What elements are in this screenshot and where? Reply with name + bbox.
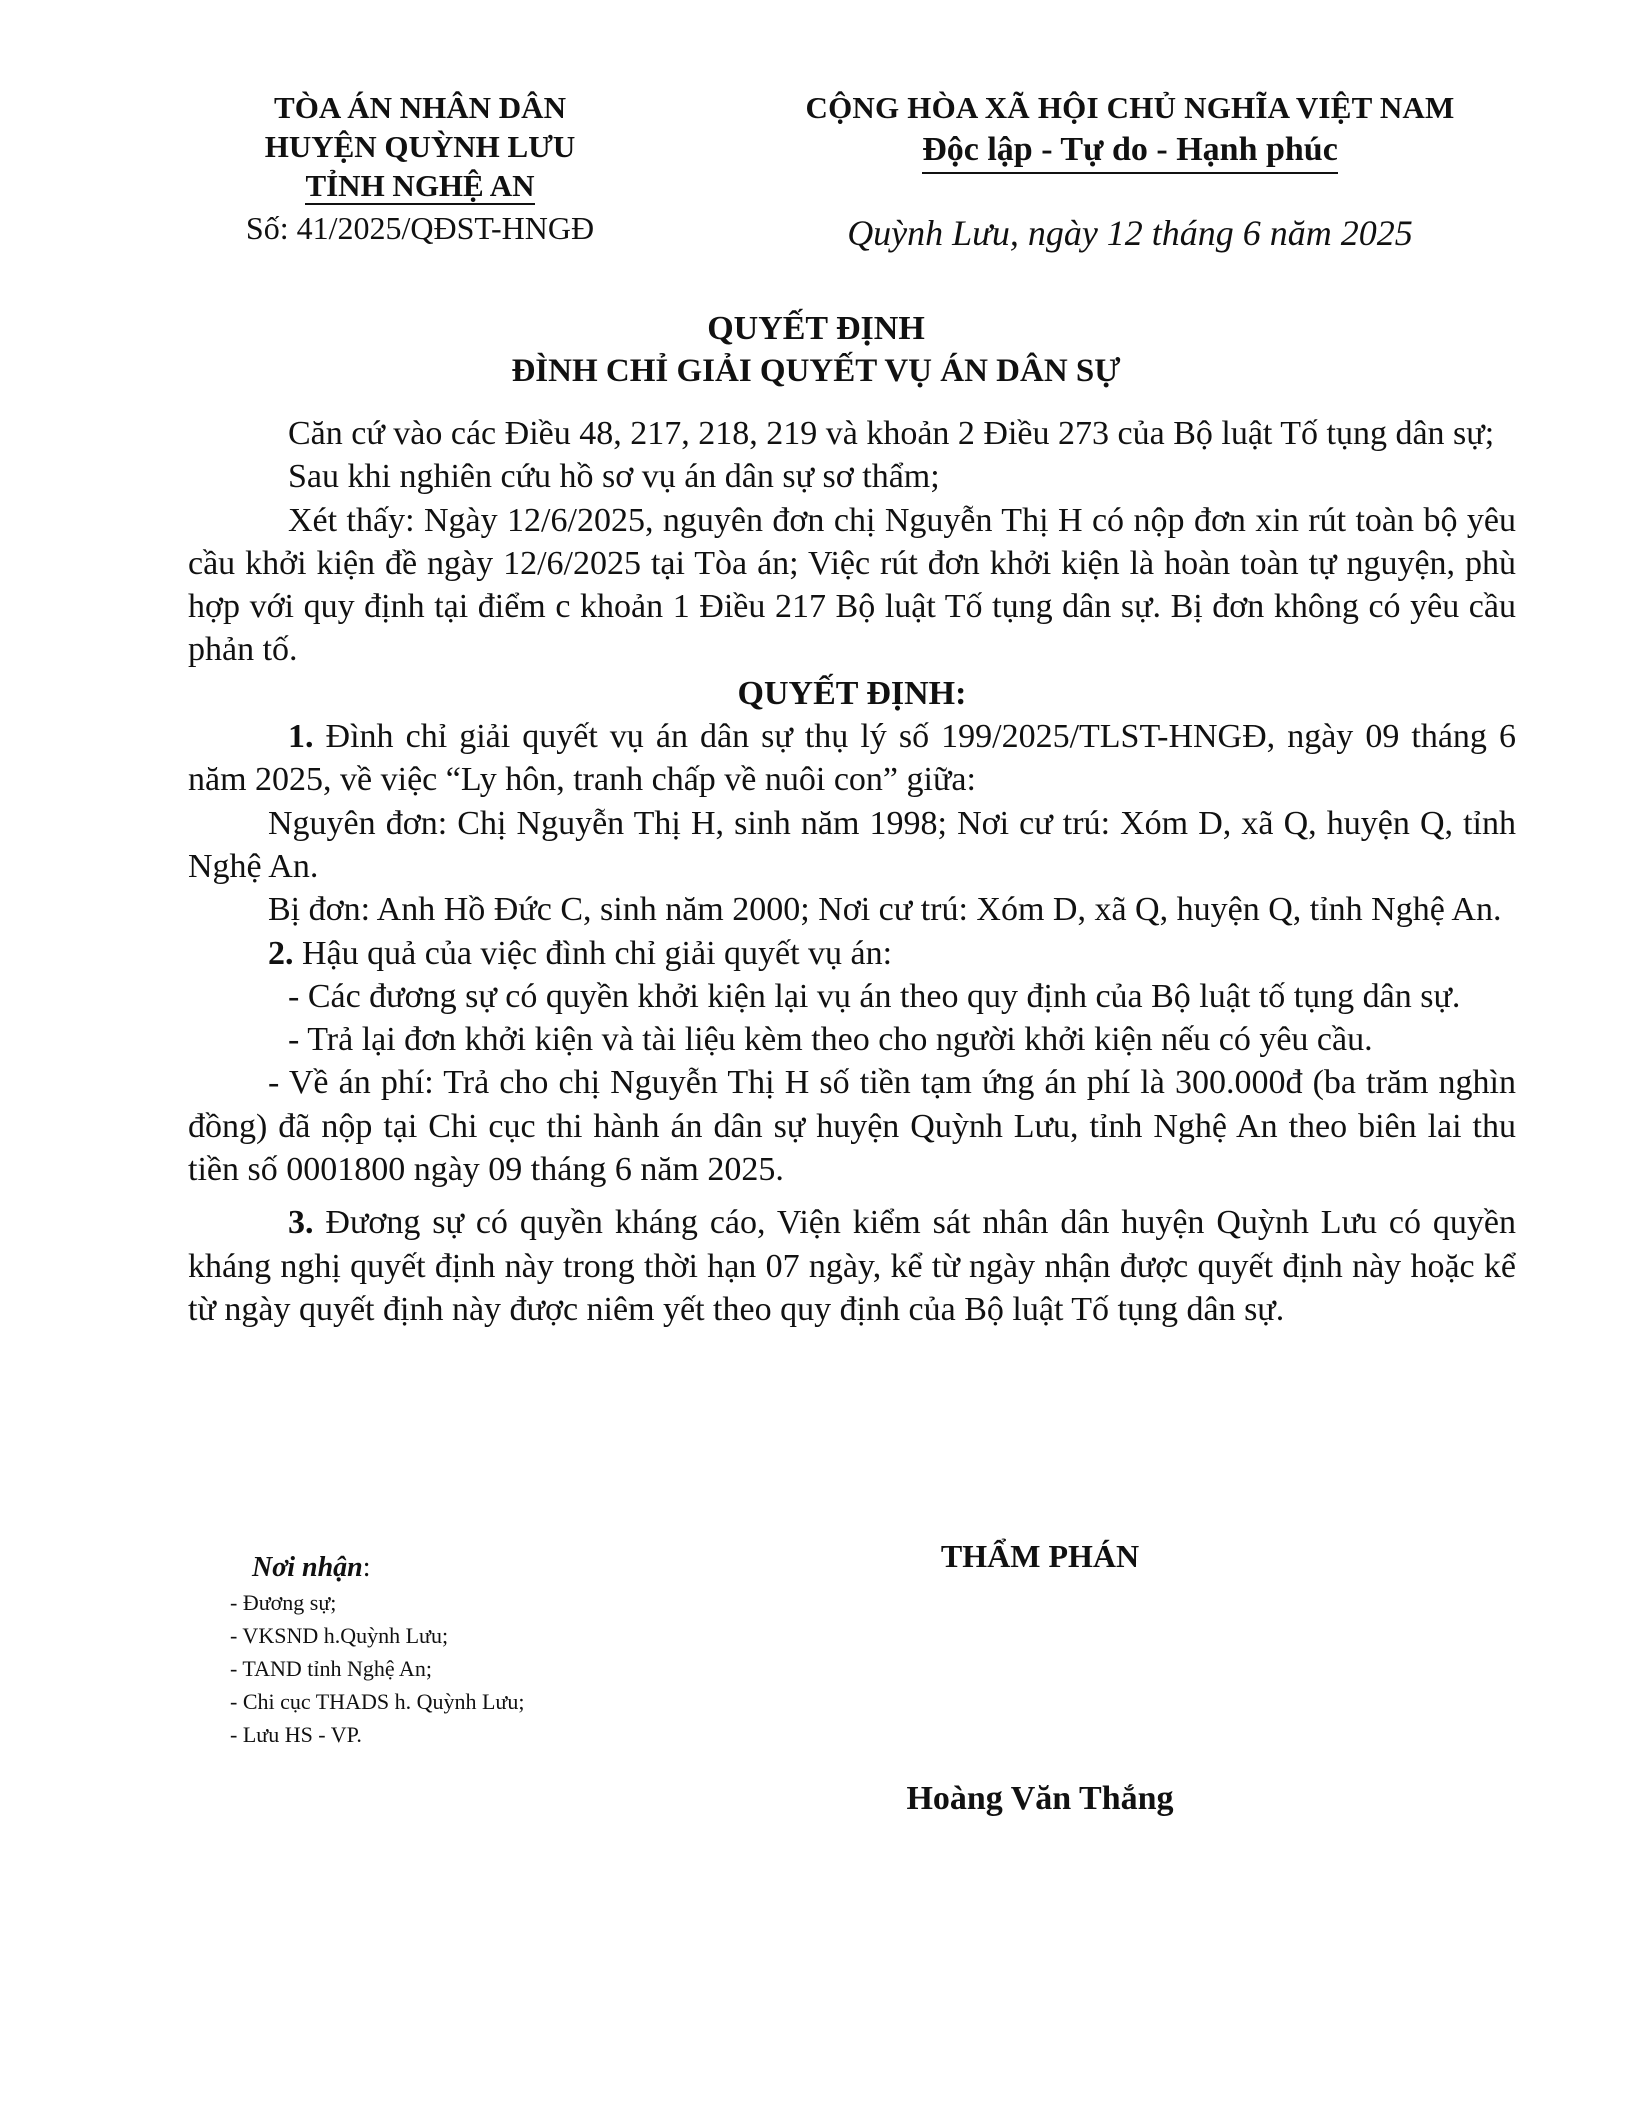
court-name-line3: TỈNH NGHỆ AN <box>305 168 535 203</box>
recipient-item: - Chi cục THADS h. Quỳnh Lưu; <box>230 1689 525 1714</box>
decision-item-1 <box>188 715 1516 802</box>
national-motto: Độc lập - Tự do - Hạnh phúc <box>922 128 1338 174</box>
document-body <box>188 412 1516 1331</box>
court-header <box>190 88 650 249</box>
study-statement: Sau khi nghiên cứu hồ sơ vụ án dân sự sơ thẩm; <box>288 458 940 496</box>
judge-title: THẨM PHÁN <box>940 1538 1140 1574</box>
place-date: Quỳnh Lưu, ngày 12 tháng 6 năm 2025 <box>847 213 1413 253</box>
decision-item-2 <box>188 932 1516 975</box>
consequence-b: - Trả lại đơn khởi kiện và tài liệu kèm theo cho người khởi kiện nếu có yêu cầu. <box>288 1021 1373 1059</box>
item-2-text: Hậu quả của việc đình chỉ giải quyết vụ án: <box>293 934 893 972</box>
legal-basis: Căn cứ vào các Điều 48, 217, 218, 219 và khoản 2 Điều 273 của Bộ luật Tố tụng dân sự; <box>288 415 1495 452</box>
decision-item-3 <box>188 1201 1516 1331</box>
court-name-line2: HUYỆN QUỲNH LƯU <box>264 129 576 164</box>
court-name-line1: TÒA ÁN NHÂN DÂN <box>274 90 566 125</box>
nation-name: CỘNG HÒA XÃ HỘI CHỦ NGHĨA VIỆT NAM <box>805 90 1455 125</box>
item-1-number: 1. <box>288 718 314 756</box>
recipient-item: - Đương sự; <box>230 1590 337 1615</box>
item-1-text: Đình chỉ giải quyết vụ án dân sự thụ lý số 199/2025/TLST-HNGĐ, ngày 09 tháng 6 năm 2025, về việc “Ly hôn, tranh chấp về nuôi con” giữa: <box>188 718 1516 799</box>
consideration: Xét thấy: Ngày 12/6/2025, nguyên đơn chị Nguyễn Thị H có nộp đơn xin rút toàn bộ yêu cầu khởi kiện đề ngày 12/6/2025 tại Tòa án; Việc rút đơn khởi kiện là hoàn toàn tự nguyện, phù hợp với quy định tại điểm c khoản 1 Điều 217 Bộ luật Tố tụng dân sự. Bị đơn không có yêu cầu phản tố. <box>188 501 1516 669</box>
judge-name: Hoàng Văn Thắng <box>906 1780 1174 1817</box>
title-line1: QUYẾT ĐỊNH <box>707 310 925 347</box>
recipients-block <box>230 1550 524 1751</box>
defendant-info: Bị đơn: Anh Hồ Đức C, sinh năm 2000; Nơi cư trú: Xóm D, xã Q, huyện Q, tỉnh Nghệ An. <box>268 891 1502 929</box>
item-2-number: 2. <box>268 934 294 972</box>
court-fee: - Về án phí: Trả cho chị Nguyễn Thị H số tiền tạm ứng án phí là 300.000đ (ba trăm nghìn đồng) đã nộp tại Chi cục thi hành án dân sự huyện Quỳnh Lưu, tỉnh Nghệ An theo biên lai thu tiền số 0001800 ngày 09 tháng 6 năm 2025. <box>188 1064 1516 1189</box>
recipient-item: - VKSND h.Quỳnh Lưu; <box>230 1623 449 1648</box>
decision-heading: QUYẾT ĐỊNH: <box>737 674 967 712</box>
title-line2: ĐÌNH CHỈ GIẢI QUYẾT VỤ ÁN DÂN SỰ <box>511 353 1121 389</box>
national-header <box>760 88 1500 174</box>
item-3-text: Đương sự có quyền kháng cáo, Viện kiểm sát nhân dân huyện Quỳnh Lưu có quyền kháng nghị quyết định này trong thời hạn 07 ngày, kể từ ngày nhận được quyết định này hoặc kể từ ngày quyết định này được niêm yết theo quy định của Bộ luật Tố tụng dân sự. <box>188 1204 1516 1328</box>
document-title <box>0 308 1632 392</box>
consequence-a: - Các đương sự có quyền khởi kiện lại vụ án theo quy định của Bộ luật tố tụng dân sự. <box>288 977 1461 1015</box>
recipient-item: - TAND tỉnh Nghệ An; <box>230 1656 432 1681</box>
plaintiff-info: Nguyên đơn: Chị Nguyễn Thị H, sinh năm 1998; Nơi cư trú: Xóm D, xã Q, huyện Q, tỉnh Nghệ An. <box>188 804 1516 885</box>
document-number: Số: 41/2025/QĐST-HNGĐ <box>245 210 595 246</box>
recipient-item: - Lưu HS - VP. <box>230 1722 362 1747</box>
recipients-heading: Nơi nhận: <box>252 1552 371 1583</box>
item-3-number: 3. <box>288 1204 314 1242</box>
